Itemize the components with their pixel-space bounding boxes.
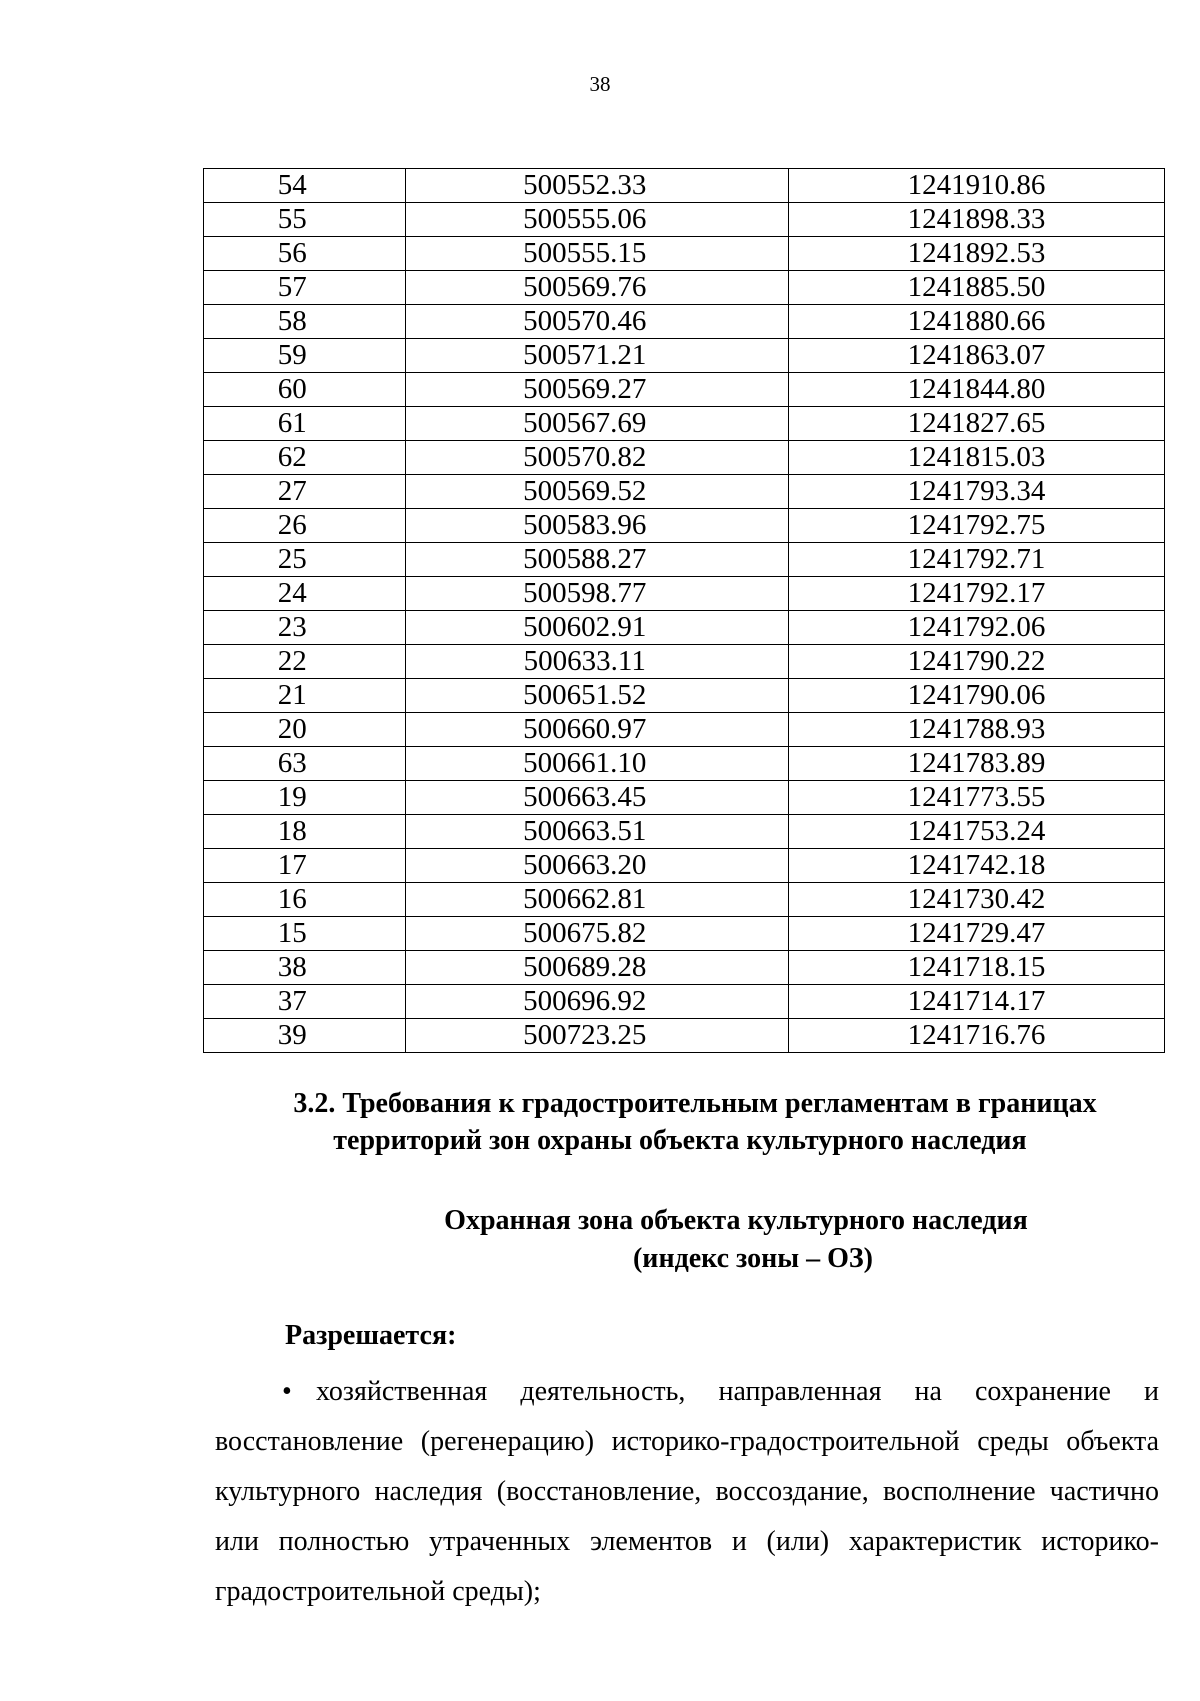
section-heading-line-2: территорий зон охраны объекта культурного наследия [333, 1125, 1027, 1156]
y-coordinate-cell: 1241898.33 [788, 203, 1164, 237]
point-number-cell: 55 [204, 203, 406, 237]
point-number-cell: 62 [204, 441, 406, 475]
point-number-cell: 39 [204, 1019, 406, 1053]
section-heading-line-1: 3.2. Требования к градостроительным регламентам в границах [293, 1088, 1097, 1119]
point-number-cell: 57 [204, 271, 406, 305]
x-coordinate-cell: 500569.76 [405, 271, 788, 305]
zone-title-line-2: (индекс зоны – ОЗ) [632, 1243, 873, 1274]
point-number-cell: 25 [204, 543, 406, 577]
table-row [204, 577, 1165, 611]
bullet-text: хозяйственная деятельность, направленная на сохранение и восстановление (регенерацию) историко-градостроительной среды объекта культурного наследия (восстановление, воссоздание, восполнение частично или полностью утраченных элементов и (или) характеристик историко-градостроительной среды); [215, 1376, 1159, 1607]
y-coordinate-cell: 1241792.17 [788, 577, 1164, 611]
table-row [204, 237, 1165, 271]
point-number-cell: 59 [204, 339, 406, 373]
y-coordinate-cell: 1241892.53 [788, 237, 1164, 271]
zone-title-line-1: Охранная зона объекта культурного наследия [444, 1205, 1028, 1236]
point-number-cell: 37 [204, 985, 406, 1019]
y-coordinate-cell: 1241729.47 [788, 917, 1164, 951]
table-row [204, 1019, 1165, 1053]
y-coordinate-cell: 1241793.34 [788, 475, 1164, 509]
x-coordinate-cell: 500555.15 [405, 237, 788, 271]
y-coordinate-cell: 1241742.18 [788, 849, 1164, 883]
y-coordinate-cell: 1241790.22 [788, 645, 1164, 679]
coordinates-table-body [204, 169, 1165, 1053]
table-row [204, 271, 1165, 305]
y-coordinate-cell: 1241718.15 [788, 951, 1164, 985]
point-number-cell: 26 [204, 509, 406, 543]
x-coordinate-cell: 500569.52 [405, 475, 788, 509]
table-row [204, 849, 1165, 883]
y-coordinate-cell: 1241783.89 [788, 747, 1164, 781]
x-coordinate-cell: 500583.96 [405, 509, 788, 543]
table-row [204, 203, 1165, 237]
x-coordinate-cell: 500633.11 [405, 645, 788, 679]
page-number: 38 [589, 72, 611, 96]
x-coordinate-cell: 500571.21 [405, 339, 788, 373]
table-row [204, 883, 1165, 917]
table-row [204, 713, 1165, 747]
point-number-cell: 24 [204, 577, 406, 611]
table-row [204, 985, 1165, 1019]
x-coordinate-cell: 500555.06 [405, 203, 788, 237]
point-number-cell: 19 [204, 781, 406, 815]
table-row [204, 815, 1165, 849]
x-coordinate-cell: 500663.51 [405, 815, 788, 849]
table-row [204, 679, 1165, 713]
point-number-cell: 38 [204, 951, 406, 985]
x-coordinate-cell: 500661.10 [405, 747, 788, 781]
y-coordinate-cell: 1241792.06 [788, 611, 1164, 645]
y-coordinate-cell: 1241880.66 [788, 305, 1164, 339]
x-coordinate-cell: 500567.69 [405, 407, 788, 441]
table-row [204, 611, 1165, 645]
point-number-cell: 58 [204, 305, 406, 339]
point-number-cell: 63 [204, 747, 406, 781]
x-coordinate-cell: 500689.28 [405, 951, 788, 985]
point-number-cell: 23 [204, 611, 406, 645]
point-number-cell: 18 [204, 815, 406, 849]
x-coordinate-cell: 500598.77 [405, 577, 788, 611]
y-coordinate-cell: 1241716.76 [788, 1019, 1164, 1053]
y-coordinate-cell: 1241863.07 [788, 339, 1164, 373]
point-number-cell: 22 [204, 645, 406, 679]
x-coordinate-cell: 500696.92 [405, 985, 788, 1019]
y-coordinate-cell: 1241714.17 [788, 985, 1164, 1019]
y-coordinate-cell: 1241885.50 [788, 271, 1164, 305]
x-coordinate-cell: 500570.82 [405, 441, 788, 475]
point-number-cell: 61 [204, 407, 406, 441]
table-row [204, 169, 1165, 203]
y-coordinate-cell: 1241815.03 [788, 441, 1164, 475]
x-coordinate-cell: 500570.46 [405, 305, 788, 339]
x-coordinate-cell: 500662.81 [405, 883, 788, 917]
point-number-cell: 60 [204, 373, 406, 407]
table-row [204, 305, 1165, 339]
y-coordinate-cell: 1241910.86 [788, 169, 1164, 203]
y-coordinate-cell: 1241792.75 [788, 509, 1164, 543]
bullet-marker: • [282, 1376, 292, 1407]
y-coordinate-cell: 1241753.24 [788, 815, 1164, 849]
x-coordinate-cell: 500569.27 [405, 373, 788, 407]
section-heading [200, 1085, 1160, 1159]
point-number-cell: 20 [204, 713, 406, 747]
y-coordinate-cell: 1241788.93 [788, 713, 1164, 747]
x-coordinate-cell: 500723.25 [405, 1019, 788, 1053]
point-number-cell: 27 [204, 475, 406, 509]
table-row [204, 339, 1165, 373]
coordinates-table [203, 168, 1165, 1053]
table-row [204, 543, 1165, 577]
x-coordinate-cell: 500675.82 [405, 917, 788, 951]
zone-title [200, 1202, 1160, 1278]
y-coordinate-cell: 1241844.80 [788, 373, 1164, 407]
bullet-paragraph [215, 1367, 1159, 1617]
table-row [204, 407, 1165, 441]
point-number-cell: 56 [204, 237, 406, 271]
x-coordinate-cell: 500552.33 [405, 169, 788, 203]
y-coordinate-cell: 1241827.65 [788, 407, 1164, 441]
table-row [204, 645, 1165, 679]
x-coordinate-cell: 500663.20 [405, 849, 788, 883]
y-coordinate-cell: 1241773.55 [788, 781, 1164, 815]
y-coordinate-cell: 1241730.42 [788, 883, 1164, 917]
x-coordinate-cell: 500663.45 [405, 781, 788, 815]
table-row [204, 509, 1165, 543]
point-number-cell: 17 [204, 849, 406, 883]
x-coordinate-cell: 500588.27 [405, 543, 788, 577]
x-coordinate-cell: 500660.97 [405, 713, 788, 747]
y-coordinate-cell: 1241790.06 [788, 679, 1164, 713]
table-row [204, 781, 1165, 815]
point-number-cell: 54 [204, 169, 406, 203]
table-row [204, 951, 1165, 985]
table-row [204, 441, 1165, 475]
point-number-cell: 21 [204, 679, 406, 713]
x-coordinate-cell: 500602.91 [405, 611, 788, 645]
point-number-cell: 15 [204, 917, 406, 951]
x-coordinate-cell: 500651.52 [405, 679, 788, 713]
table-row [204, 917, 1165, 951]
table-row [204, 747, 1165, 781]
y-coordinate-cell: 1241792.71 [788, 543, 1164, 577]
point-number-cell: 16 [204, 883, 406, 917]
allowed-label: Разрешается: [285, 1320, 457, 1351]
table-row [204, 373, 1165, 407]
table-row [204, 475, 1165, 509]
